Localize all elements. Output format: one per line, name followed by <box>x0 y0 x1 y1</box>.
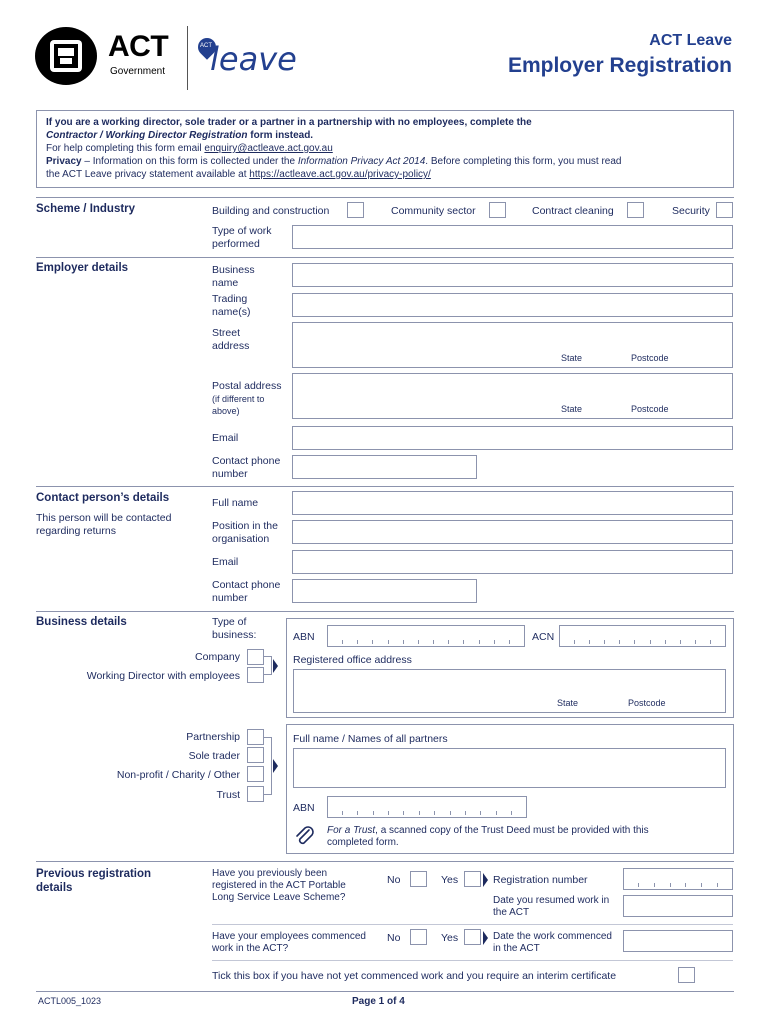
trading-names-label: Trading name(s) <box>212 293 251 318</box>
commenced-no-checkbox[interactable] <box>410 929 427 945</box>
divider <box>36 257 734 258</box>
postal-address-field[interactable] <box>292 373 733 419</box>
sole-trader-label: Sole trader <box>188 750 240 762</box>
registration-tick-marks <box>638 883 718 887</box>
non-profit-checkbox[interactable] <box>247 766 264 782</box>
section-employer-title: Employer details <box>36 262 129 274</box>
arrow-right-icon <box>483 931 488 945</box>
section-business-title: Business details <box>36 616 127 628</box>
arrow-right-icon <box>483 873 488 887</box>
contact-email-field[interactable] <box>292 550 733 574</box>
previously-registered-no-checkbox[interactable] <box>410 871 427 887</box>
date-work-commenced-field[interactable] <box>623 930 733 952</box>
contact-position-label: Position in the organisation <box>212 520 278 545</box>
trust-checkbox[interactable] <box>247 786 264 802</box>
notice-form-link: Contractor / Working Director Registration <box>46 130 248 141</box>
arrow-right-icon <box>273 659 278 673</box>
partner-names-label: Full name / Names of all partners <box>293 733 448 745</box>
contact-phone-field[interactable] <box>292 579 477 603</box>
privacy-label: Privacy <box>46 156 82 167</box>
working-director-label: Working Director with employees <box>86 670 240 682</box>
scheme-option-security-label: Security <box>672 205 710 217</box>
scheme-option-community-label: Community sector <box>391 205 476 217</box>
scheme-building-checkbox[interactable] <box>347 202 364 218</box>
registration-number-label: Registration number <box>493 874 588 886</box>
contact-position-field[interactable] <box>292 520 733 544</box>
company-label: Company <box>195 651 240 663</box>
leave-logo-badge: ACT <box>200 43 212 49</box>
type-of-work-field[interactable] <box>292 225 733 249</box>
paperclip-icon <box>293 825 317 849</box>
notice-line2: form instead. <box>247 130 314 141</box>
divider <box>212 960 733 961</box>
app-name: ACT Leave <box>649 32 732 49</box>
business-name-label: Business name <box>212 264 255 289</box>
trust-note-text2: completed form. <box>327 837 399 848</box>
contact-full-name-label: Full name <box>212 497 259 509</box>
previously-registered-yes-checkbox[interactable] <box>464 871 481 887</box>
privacy-url-link[interactable]: https://actleave.act.gov.au/privacy-policy/ <box>249 169 431 180</box>
commenced-yes-label: Yes <box>441 932 459 944</box>
partnership-details-box <box>286 724 734 854</box>
divider <box>36 611 734 612</box>
arrow-right-icon <box>273 759 278 773</box>
leave-logo-text: leave <box>210 40 297 78</box>
company-acn-label: ACN <box>532 631 555 643</box>
divider <box>36 991 734 992</box>
divider <box>212 924 733 925</box>
partner-abn-label: ABN <box>293 802 315 814</box>
form-code: ACTL005_1023 <box>38 996 102 1006</box>
trading-names-field[interactable] <box>292 293 733 317</box>
scheme-security-checkbox[interactable] <box>716 202 733 218</box>
partner-names-field[interactable] <box>293 748 726 788</box>
employer-phone-field[interactable] <box>292 455 477 479</box>
notice-line1: If you are a working director, sole trader or a partner in a partnership with no employees, complete the <box>46 117 532 128</box>
commenced-no-label: No <box>387 932 401 944</box>
company-details-box <box>286 618 734 718</box>
privacy-act: Information Privacy Act 2014 <box>297 156 426 167</box>
non-profit-label: Non-profit / Charity / Other <box>116 769 240 781</box>
state-label: State <box>557 698 579 708</box>
partnership-label: Partnership <box>186 731 240 743</box>
bracket <box>264 737 272 795</box>
acn-tick-marks <box>574 640 711 644</box>
postcode-label: Postcode <box>628 698 666 708</box>
divider <box>36 486 734 487</box>
partnership-checkbox[interactable] <box>247 729 264 745</box>
registered-office-label: Registered office address <box>293 654 412 666</box>
sole-trader-checkbox[interactable] <box>247 747 264 763</box>
trust-note-em: For a Trust <box>327 825 376 836</box>
employer-phone-label: Contact phone number <box>212 455 281 480</box>
type-of-business-label: Type of business: <box>212 616 257 641</box>
postcode-label: Postcode <box>631 404 669 414</box>
privacy-text-a: – Information on this form is collected under the <box>81 156 298 167</box>
privacy-text-b: . Before completing this form, you must read <box>425 156 622 167</box>
working-director-checkbox[interactable] <box>247 667 264 683</box>
interim-certificate-label: Tick this box if you have not yet commenced work and you require an interim certificate <box>212 970 617 982</box>
company-abn-field[interactable] <box>327 625 525 647</box>
date-resumed-field[interactable] <box>623 895 733 917</box>
contact-email-label: Email <box>212 556 239 568</box>
state-label: State <box>561 404 583 414</box>
street-address-label: Street address <box>212 327 250 352</box>
commenced-yes-checkbox[interactable] <box>464 929 481 945</box>
postal-address-label: Postal address <box>212 380 282 392</box>
contact-note: This person will be contacted regarding returns <box>36 512 172 537</box>
section-previous-title: Previous registration details <box>36 868 152 894</box>
privacy-line2: the ACT Leave privacy statement available at <box>46 169 250 180</box>
trust-note <box>327 825 722 849</box>
street-address-field[interactable] <box>292 322 733 368</box>
interim-certificate-checkbox[interactable] <box>678 967 695 983</box>
page-number: Page 1 of 4 <box>352 996 405 1007</box>
contact-phone-label: Contact phone number <box>212 579 281 604</box>
abn-tick-marks <box>342 640 510 644</box>
scheme-cleaning-checkbox[interactable] <box>627 202 644 218</box>
notice-box <box>36 110 734 188</box>
company-abn-label: ABN <box>293 631 315 643</box>
help-text: For help completing this form email <box>46 143 205 154</box>
trust-note-text: , a scanned copy of the Trust Deed must be provided with this <box>375 825 649 836</box>
registration-number-field[interactable] <box>623 868 733 890</box>
bracket <box>264 656 272 675</box>
date-resumed-label: Date you resumed work in the ACT <box>493 895 610 918</box>
postal-address-note: (if different to above) <box>212 394 265 416</box>
scheme-option-building-label: Building and construction <box>212 205 330 217</box>
date-work-commenced-label: Date the work commenced in the ACT <box>493 931 612 954</box>
act-logo-text: ACT <box>108 30 169 63</box>
employer-email-field[interactable] <box>292 426 733 450</box>
page-title: Employer Registration <box>507 54 732 77</box>
scheme-option-cleaning-label: Contract cleaning <box>532 205 614 217</box>
company-checkbox[interactable] <box>247 649 264 665</box>
company-acn-field[interactable] <box>559 625 726 647</box>
act-crest-icon <box>34 26 98 86</box>
act-logo-subtext: Government <box>110 66 166 77</box>
section-contact-title: Contact person’s details <box>36 492 170 504</box>
act-government-logo <box>34 26 174 86</box>
trust-label: Trust <box>216 789 240 801</box>
help-email-link[interactable]: enquiry@actleave.act.gov.au <box>204 143 333 154</box>
state-label: State <box>561 353 583 363</box>
business-name-field[interactable] <box>292 263 733 287</box>
previously-registered-yes-label: Yes <box>441 874 459 886</box>
divider <box>36 861 734 862</box>
scheme-community-checkbox[interactable] <box>489 202 506 218</box>
employer-email-label: Email <box>212 432 239 444</box>
partner-abn-field[interactable] <box>327 796 527 818</box>
postcode-label: Postcode <box>631 353 669 363</box>
abn-tick-marks <box>342 811 512 815</box>
employees-commenced-question: Have your employees commenced work in the ACT? <box>212 931 366 954</box>
logo-divider <box>187 26 188 90</box>
contact-full-name-field[interactable] <box>292 491 733 515</box>
divider <box>36 197 734 198</box>
type-of-work-label: Type of work performed <box>212 225 272 250</box>
act-leave-logo <box>196 34 316 80</box>
section-scheme-title: Scheme / Industry <box>36 203 136 215</box>
previously-registered-question: Have you previously been registered in the ACT Portable Long Service Leave Scheme? <box>212 868 346 903</box>
previously-registered-no-label: No <box>387 874 401 886</box>
registered-office-field[interactable] <box>293 669 726 713</box>
